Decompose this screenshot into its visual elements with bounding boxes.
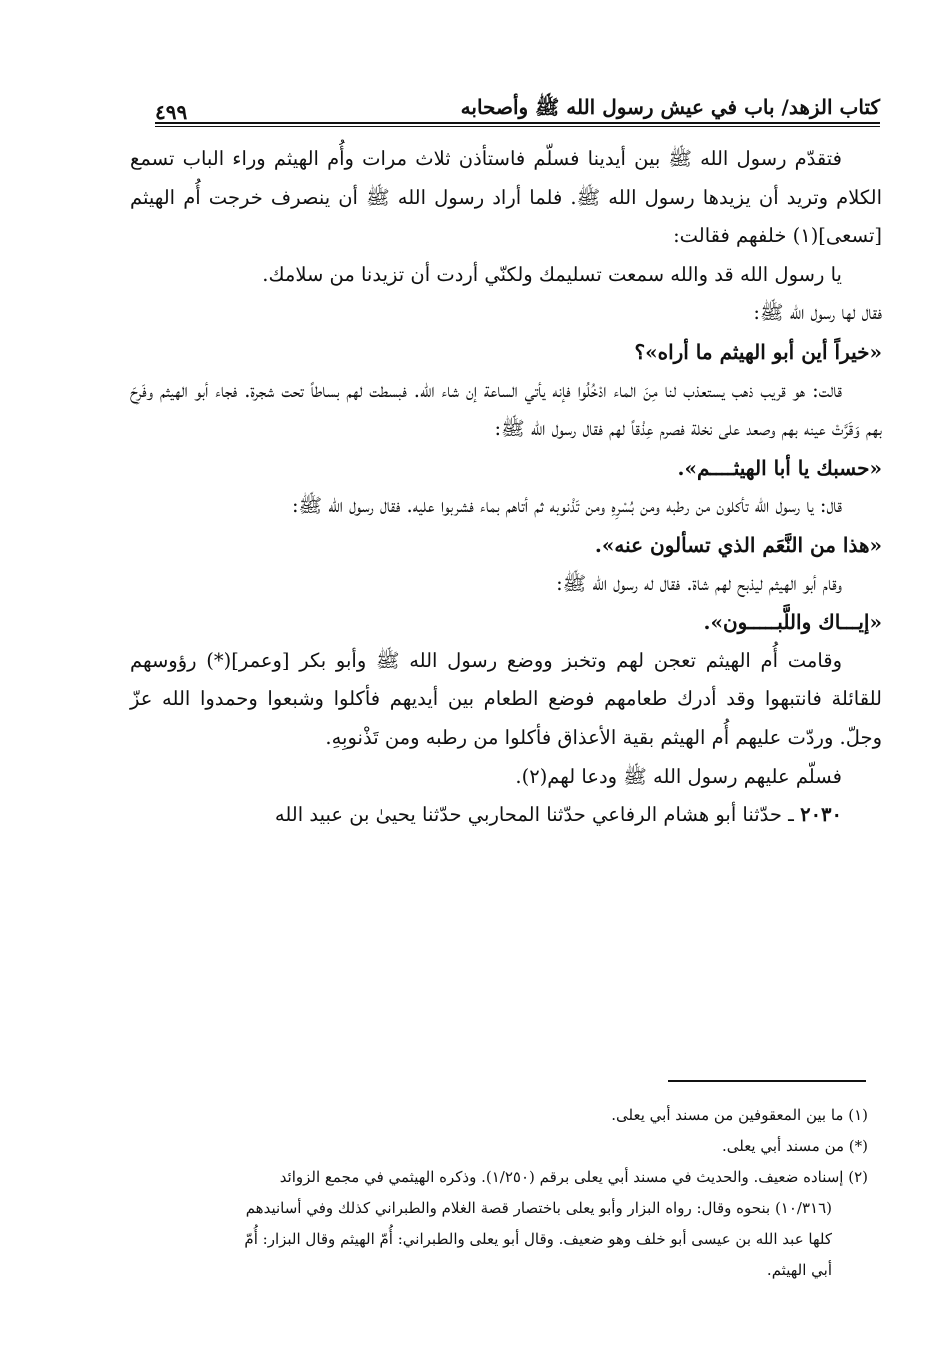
hadith-number: ٢٠٣٠ xyxy=(800,803,842,827)
header-rule xyxy=(155,122,880,124)
footnote: (*) من مسند أبي يعلى. xyxy=(721,1137,868,1155)
prophetic-saying: «خيراً أين أبو الهيثم ما أراه»؟ xyxy=(634,339,882,364)
paragraph: قال: يا رسول الله تأكلون من رطبه ومن بُسْرِهِ ومن تَذْنوبه ثم أتاهم بماء فشربوا عليه. فقال رسول الله ﷺ: xyxy=(291,494,842,518)
page-number: ٤٩٩ xyxy=(155,100,188,124)
paragraph: فتقدّم رسول الله ﷺ بين أيدينا فسلّم فاستأذن ثلاث مرات وأُم الهيثم وراء الباب تسمع الكلام وتريد أن يزيدها رسول الله ﷺ. فلما أراد رسول الله ﷺ أن ينصرف خرجت أُم الهيثم [تسعى](١) خلفهم فقالت: xyxy=(130,147,882,248)
hadith-chain-text: ـ حدّثنا أبو هشام الرفاعي حدّثنا المحاربي حدّثنا يحيىٰ بن عبيد الله xyxy=(274,803,794,827)
footnote: (١) ما بين المعقوفين من مسند أبي يعلى. xyxy=(611,1106,868,1124)
paragraph: فسلّم عليهم رسول الله ﷺ ودعا لهم(٢). xyxy=(515,764,842,788)
paragraph: وقامت أُم الهيثم تعجن لهم وتخبز ووضع رسول الله ﷺ وأبو بكر [وعمر](*) رؤوسهم للقائلة فانتبهوا وقد أدرك طعامهم فوضع الطعام بين أيديهم فأكلوا وشبعوا وحمدوا الله عزّ وجلّ. وردّت عليهم أُم الهيثم بقية الأعذاق فأكلوا من رطبه ومن تَذْنوبِهِ. xyxy=(130,648,882,749)
paragraph: وقام أبو الهيثم ليذبح لهم شاة. فقال له رسول الله ﷺ: xyxy=(556,571,842,595)
footnote-continuation: (١٠/٣١٦) بنحوه وقال: رواه البزار وأبو يعلى باختصار قصة الغلام والطبراني كذلك وفي أسانيدهم xyxy=(245,1199,832,1217)
prophetic-saying: «هذا من النَّعَم الذي تسألون عنه». xyxy=(594,532,882,557)
prophetic-saying: «إيـــاك واللَّبـــــون». xyxy=(703,610,882,635)
paragraph: قالت: هو قريب ذهب يستعذب لنا مِنَ الماء ادْخُلُوا فإنه يأتي الساعة إن شاء الله. فبسطت لهم بساطاً تحت شجرة. فجاء أبو الهيثم وفَرِحَ بهم وَقَرَّتْ عينه بهم وصعد على نخلة فصرم عِذْقاً لهم فقال رسول الله ﷺ: xyxy=(130,378,882,441)
footnotes xyxy=(120,1100,868,1286)
hadith-chain xyxy=(130,796,882,835)
footnote-continuation: كلها عبد الله بن عيسى أبو خلف وهو ضعيف. وقال أبو يعلى والطبراني: أُمّ الهيثم وقال البزار: أُمّ xyxy=(244,1230,832,1248)
main-text xyxy=(130,140,882,835)
paragraph: يا رسول الله قد والله سمعت تسليمك ولكنّي أردت أن تزيدنا من سلامك. xyxy=(262,262,842,286)
running-head-title: كتاب الزهد/ باب في عيش رسول الله ﷺ وأصحابه xyxy=(460,95,880,119)
prophetic-saying: «حسبك يا أبا الهيثــــم». xyxy=(677,455,882,480)
header-rule-thin xyxy=(155,126,880,127)
footnote-continuation: أبي الهيثم. xyxy=(766,1261,832,1279)
paragraph: فقال لها رسول الله ﷺ: xyxy=(753,301,882,325)
footnote-rule xyxy=(668,1080,866,1082)
running-head xyxy=(155,84,880,124)
footnote: (٢) إسناده ضعيف. والحديث في مسند أبي يعلى برقم (١/٢٥٠). وذكره الهيثمي في مجمع الزوائد xyxy=(279,1168,868,1186)
